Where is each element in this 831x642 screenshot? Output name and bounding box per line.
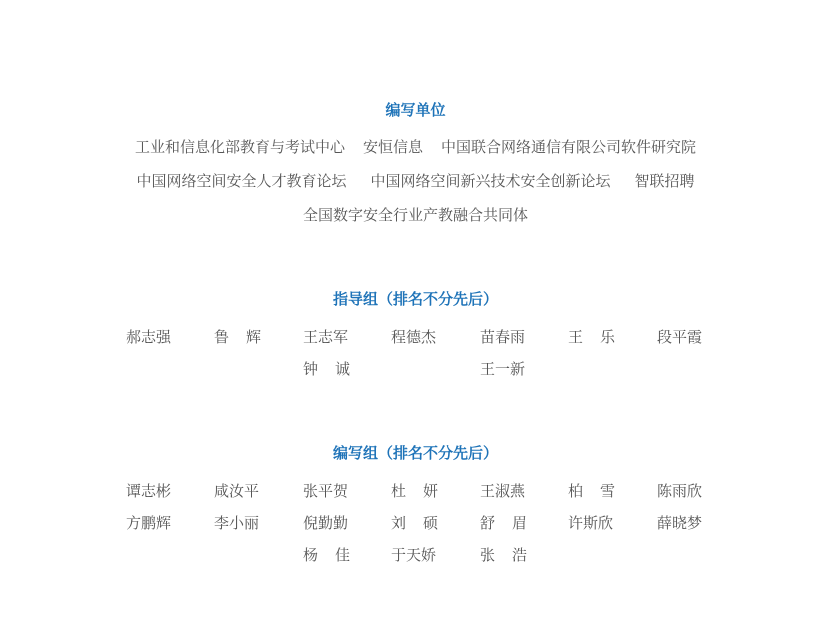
person-name: 郝志强 xyxy=(126,328,172,346)
person-name: 王一新 xyxy=(480,360,526,378)
name-row xyxy=(126,359,706,391)
person-name: 于天娇 xyxy=(391,546,437,564)
person-name: 刘 硕 xyxy=(391,514,438,532)
person-name: 张平贺 xyxy=(303,482,349,500)
person-name: 程德杰 xyxy=(391,328,437,346)
units-title: 编写单位 xyxy=(385,101,446,119)
guidance-grid xyxy=(126,327,706,391)
unit-name: 全国数字安全行业产教融合共同体 xyxy=(302,206,528,224)
person-name: 段平霞 xyxy=(657,328,703,346)
person-name: 杨 佳 xyxy=(303,546,350,564)
person-name: 舒 眉 xyxy=(480,514,527,532)
name-row xyxy=(126,513,706,545)
person-name: 杜 妍 xyxy=(391,482,438,500)
name-row xyxy=(126,481,706,513)
unit-name: 中国联合网络通信有限公司软件研究院 xyxy=(441,138,697,156)
person-name: 苗春雨 xyxy=(480,328,526,346)
person-name: 陈雨欣 xyxy=(657,482,703,500)
units-line-1 xyxy=(0,137,831,157)
units-line-3 xyxy=(0,205,831,225)
person-name: 王志军 xyxy=(303,328,349,346)
person-name: 鲁 辉 xyxy=(214,328,261,346)
name-row xyxy=(126,545,706,577)
guidance-title: 指导组（排名不分先后） xyxy=(332,290,498,308)
person-name: 谭志彬 xyxy=(126,482,172,500)
person-name: 方鹏辉 xyxy=(126,514,172,532)
unit-name: 工业和信息化部教育与考试中心 xyxy=(134,138,345,156)
person-name: 李小丽 xyxy=(214,514,260,532)
writers-grid xyxy=(126,481,706,577)
person-name: 许斯欣 xyxy=(568,514,614,532)
person-name: 柏 雪 xyxy=(568,482,615,500)
name-row xyxy=(126,327,706,359)
person-name: 钟 诚 xyxy=(303,360,350,378)
person-name: 倪勤勤 xyxy=(303,514,349,532)
person-name: 咸汝平 xyxy=(214,482,260,500)
units-line-2 xyxy=(0,171,831,191)
unit-name: 中国网络空间安全人才教育论坛 xyxy=(136,172,347,190)
unit-name: 中国网络空间新兴技术安全创新论坛 xyxy=(370,172,611,190)
writers-title: 编写组（排名不分先后） xyxy=(332,444,498,462)
unit-name: 智联招聘 xyxy=(634,172,695,190)
person-name: 张 浩 xyxy=(480,546,527,564)
unit-name: 安恒信息 xyxy=(362,138,423,156)
person-name: 王 乐 xyxy=(568,328,615,346)
person-name: 薛晓梦 xyxy=(657,514,703,532)
person-name: 王淑燕 xyxy=(480,482,526,500)
